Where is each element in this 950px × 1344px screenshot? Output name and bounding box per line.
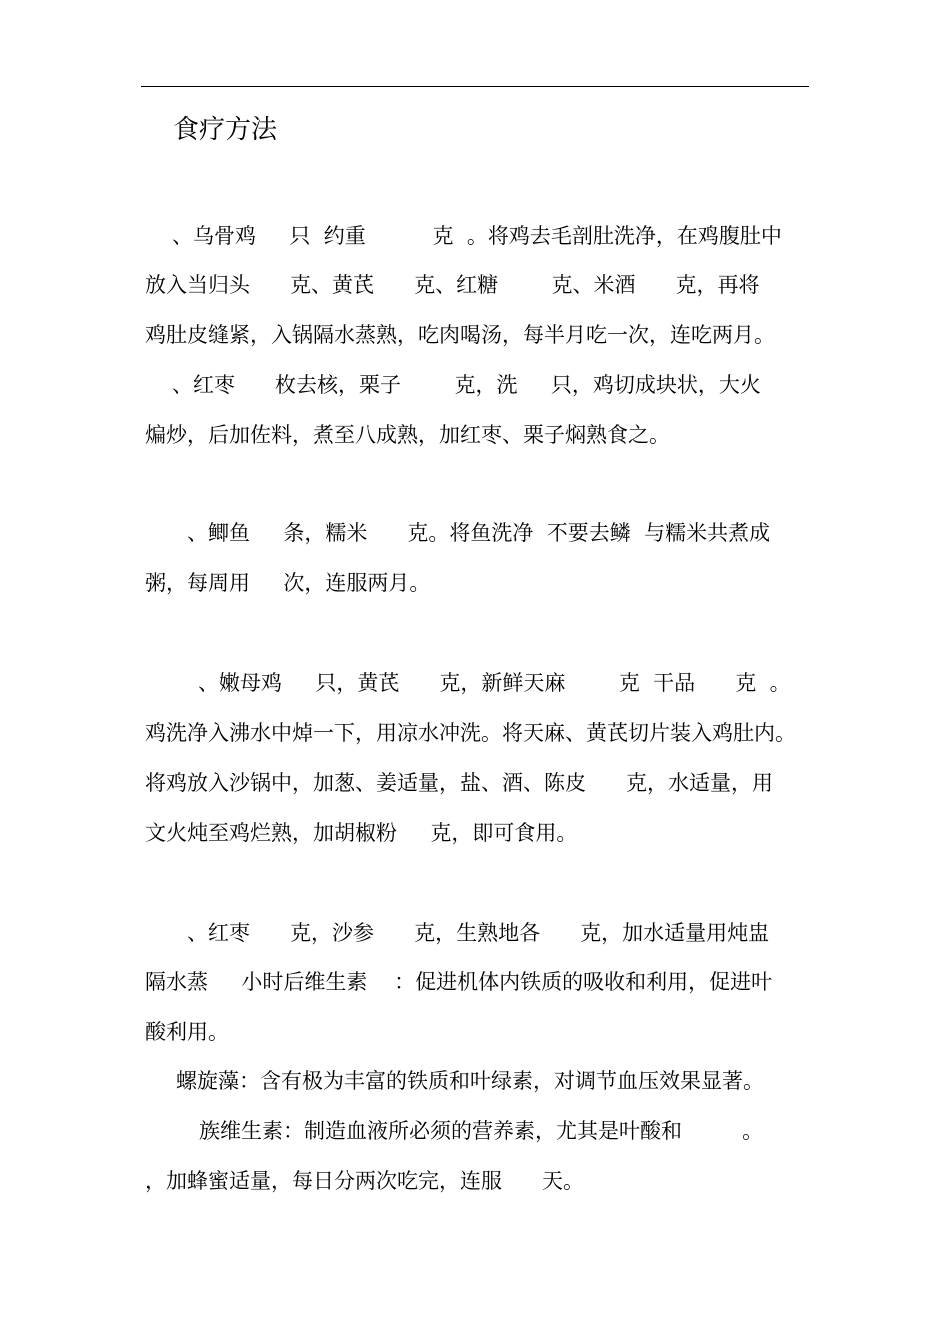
text-line: 、嫩母鸡 只，黄芪 克，新鲜天麻 克 干品 克 。 bbox=[198, 671, 791, 695]
text-line: 、红枣 克，沙参 克，生熟地各 克，加水适量用炖盅 bbox=[187, 921, 770, 945]
header-rule bbox=[141, 86, 809, 87]
text-line: 、乌骨鸡 只 约重 克 。将鸡去毛剖肚洗净，在鸡腹肚中 bbox=[172, 224, 782, 248]
text-line: 族维生素：制造血液所必须的营养素，尤其是叶酸和 。 bbox=[199, 1119, 764, 1143]
page-title: 食疗方法 bbox=[173, 115, 278, 145]
text-line: 将鸡放入沙锅中，加葱、姜适量，盐、酒、陈皮 克，水适量，用 bbox=[145, 771, 774, 795]
text-line: 螺旋藻：含有极为丰富的铁质和叶绿素，对调节血压效果显著。 bbox=[176, 1069, 764, 1093]
text-line: 粥，每周用 次，连服两月。 bbox=[145, 571, 431, 595]
text-line: 鸡洗净入沸水中焯一下，用凉水冲洗。将天麻、黄芪切片装入鸡肚内。 bbox=[145, 721, 796, 745]
text-line: 放入当归头 克、黄芪 克、红糖 克、米酒 克，再将 bbox=[145, 273, 760, 297]
text-line: 煸炒，后加佐料，煮至八成熟，加红枣、栗子焖熟食之。 bbox=[145, 423, 670, 447]
text-line: 酸利用。 bbox=[145, 1020, 229, 1044]
text-line: 隔水蒸 小时后维生素 ：促进机体内铁质的吸收和利用，促进叶 bbox=[145, 970, 773, 994]
text-line: 鸡肚皮缝紧，入锅隔水蒸熟，吃肉喝汤，每半月吃一次，连吃两月。 bbox=[145, 323, 775, 347]
text-line: 、红枣 枚去核，栗子 克，洗 只，鸡切成块状，大火 bbox=[172, 373, 761, 397]
text-line: 、鲫鱼 条，糯米 克。将鱼洗净 不要去鳞 与糯米共煮成 bbox=[187, 521, 771, 545]
text-line: ，加蜂蜜适量，每日分两次吃完，连服 天。 bbox=[145, 1169, 585, 1193]
text-line: 文火炖至鸡烂熟，加胡椒粉 克，即可食用。 bbox=[145, 821, 578, 845]
